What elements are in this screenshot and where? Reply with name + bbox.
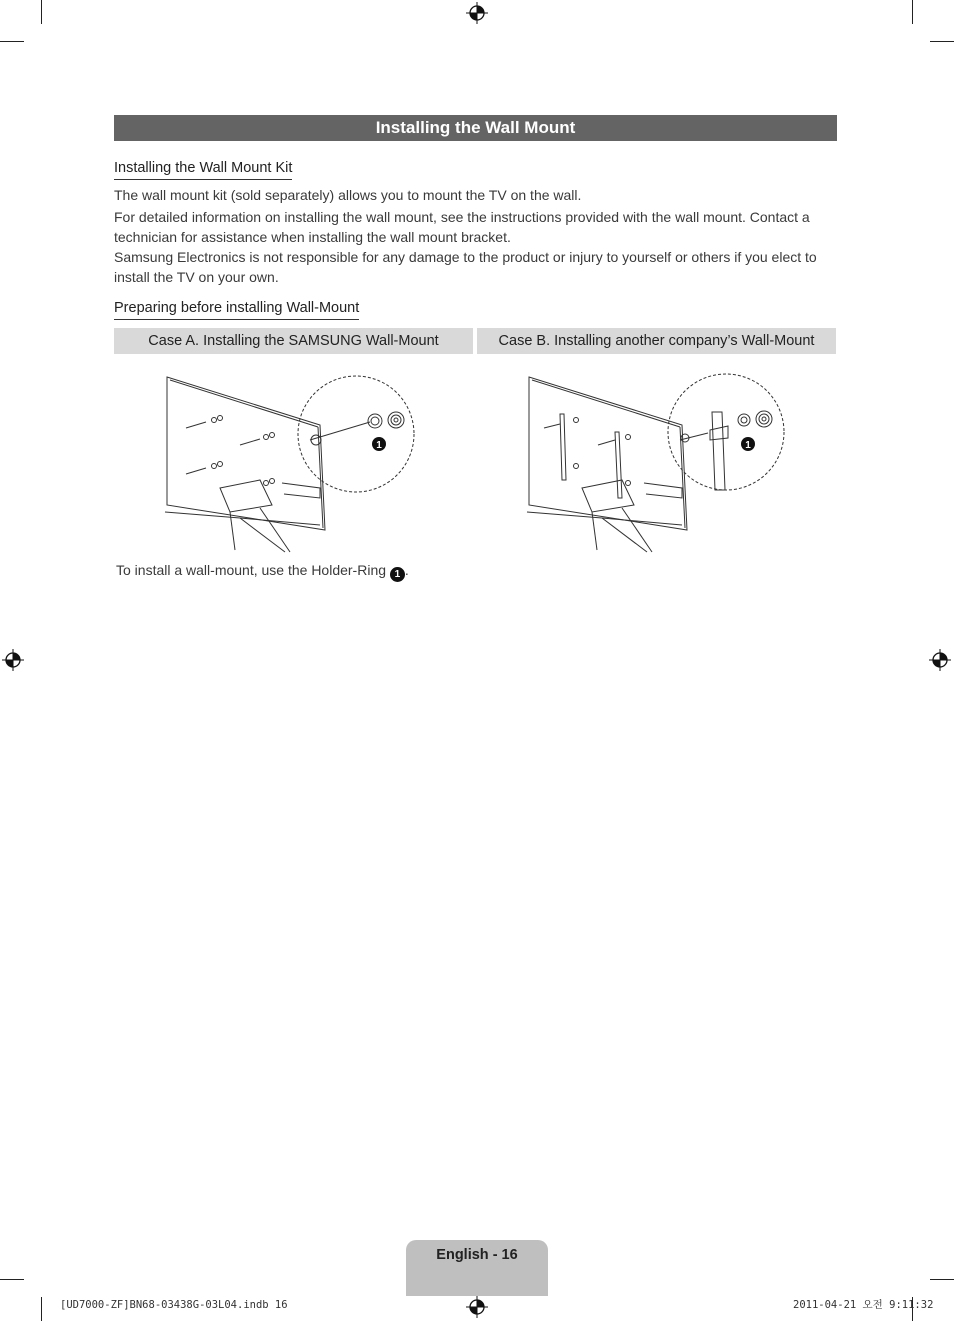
crop-mark — [41, 0, 42, 24]
paragraph: Samsung Electronics is not responsible for any damage to the product or injury to yourself or others if you elect to install the TV on your own. — [114, 249, 817, 285]
section-heading-wall-mount-kit: Installing the Wall Mount Kit — [114, 159, 292, 180]
page-title: Installing the Wall Mount — [114, 115, 837, 141]
crop-mark — [41, 1297, 42, 1321]
callout-number: 1 — [745, 440, 751, 451]
paragraph: For detailed information on installing the wall mount, see the instructions provided with the wall mount. Contact a technician for assistance when installing the wall mount bracket. — [114, 209, 810, 245]
caption-period: . — [404, 562, 409, 578]
tv-wall-mount-illustration-a — [160, 370, 425, 555]
case-a-header: Case A. Installing the SAMSUNG Wall-Mount — [114, 328, 473, 354]
callout-number-badge: 1 — [390, 567, 405, 582]
crop-mark — [0, 41, 24, 42]
paragraph: The wall mount kit (sold separately) allows you to mount the TV on the wall. — [114, 187, 582, 203]
crop-mark — [912, 0, 913, 24]
crop-mark — [0, 1279, 24, 1280]
section-heading-preparing: Preparing before installing Wall-Mount — [114, 299, 359, 320]
holder-ring-caption — [116, 560, 409, 582]
registration-mark-icon — [466, 1296, 488, 1318]
registration-mark-icon — [466, 2, 488, 24]
file-info: [UD7000-ZF]BN68-03438G-03L04.indb 16 — [60, 1299, 288, 1311]
crop-mark — [930, 1279, 954, 1280]
crop-mark — [930, 41, 954, 42]
registration-mark-icon — [929, 649, 951, 671]
print-timestamp: 2011-04-21 오전 9:11:32 — [793, 1299, 934, 1311]
registration-mark-icon — [2, 649, 24, 671]
page-number: English - 16 — [436, 1247, 518, 1263]
case-b-header: Case B. Installing another company’s Wall-Mount — [477, 328, 836, 354]
callout-number: 1 — [376, 440, 382, 451]
caption-text: To install a wall-mount, use the Holder-Ring — [116, 562, 387, 578]
tv-wall-mount-illustration-b — [522, 370, 787, 555]
